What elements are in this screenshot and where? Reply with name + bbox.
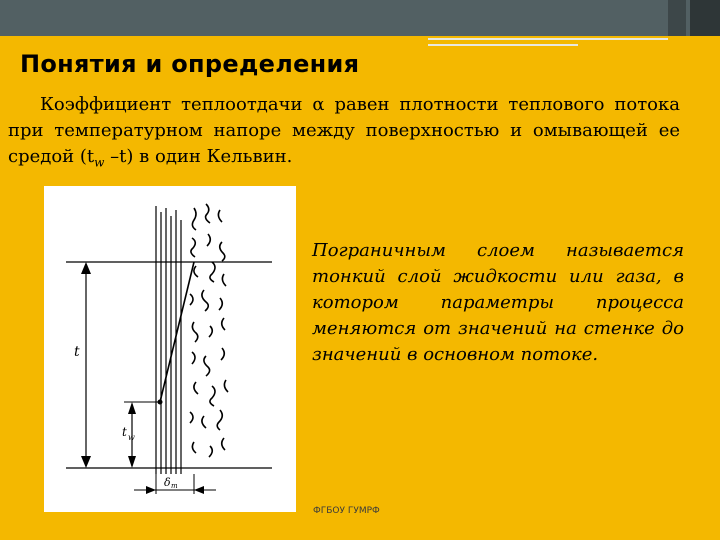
wall-hatching xyxy=(156,206,181,474)
delta-arrow-right xyxy=(194,486,204,494)
temperature-profile xyxy=(160,262,194,402)
boundary-layer-definition: Пограничным слоем называется тонкий слой жидкости или газа, в котором параметры процесса меняются от значений на стенке до значений в основном потоке. xyxy=(312,240,684,365)
label-tw: t xyxy=(122,425,127,439)
intro-paragraph xyxy=(8,92,680,176)
tw-arrow-down xyxy=(128,456,136,468)
label-delta: δ xyxy=(164,476,171,489)
decorative-line xyxy=(428,38,668,40)
label-delta-sub: m xyxy=(171,482,178,490)
label-tw-sub: w xyxy=(128,433,135,442)
footer-org: ФГБОУ ГУМРФ xyxy=(313,506,380,516)
t-arrow-up xyxy=(81,262,91,274)
turbulent-squiggles xyxy=(190,204,228,457)
intro-text: Коэффициент теплоотдачи α равен плотности теплового потока при температурном напоре между поверхностью и омывающей ее средой (t xyxy=(8,94,680,167)
t-arrow-down xyxy=(81,456,91,468)
top-bar-tile xyxy=(690,0,720,36)
boundary-layer-figure xyxy=(44,186,296,512)
intro-text-end: –t) в один Кельвин. xyxy=(104,146,293,167)
decorative-line xyxy=(428,44,578,46)
tw-arrow-up xyxy=(128,402,136,414)
intro-subscript: w xyxy=(94,155,105,170)
top-decorative-bar xyxy=(0,0,720,36)
delta-arrow-left xyxy=(146,486,156,494)
slide-title: Понятия и определения xyxy=(20,50,360,78)
boundary-layer-diagram xyxy=(44,186,296,512)
top-bar-tile xyxy=(668,0,686,36)
label-t: t xyxy=(74,344,80,360)
